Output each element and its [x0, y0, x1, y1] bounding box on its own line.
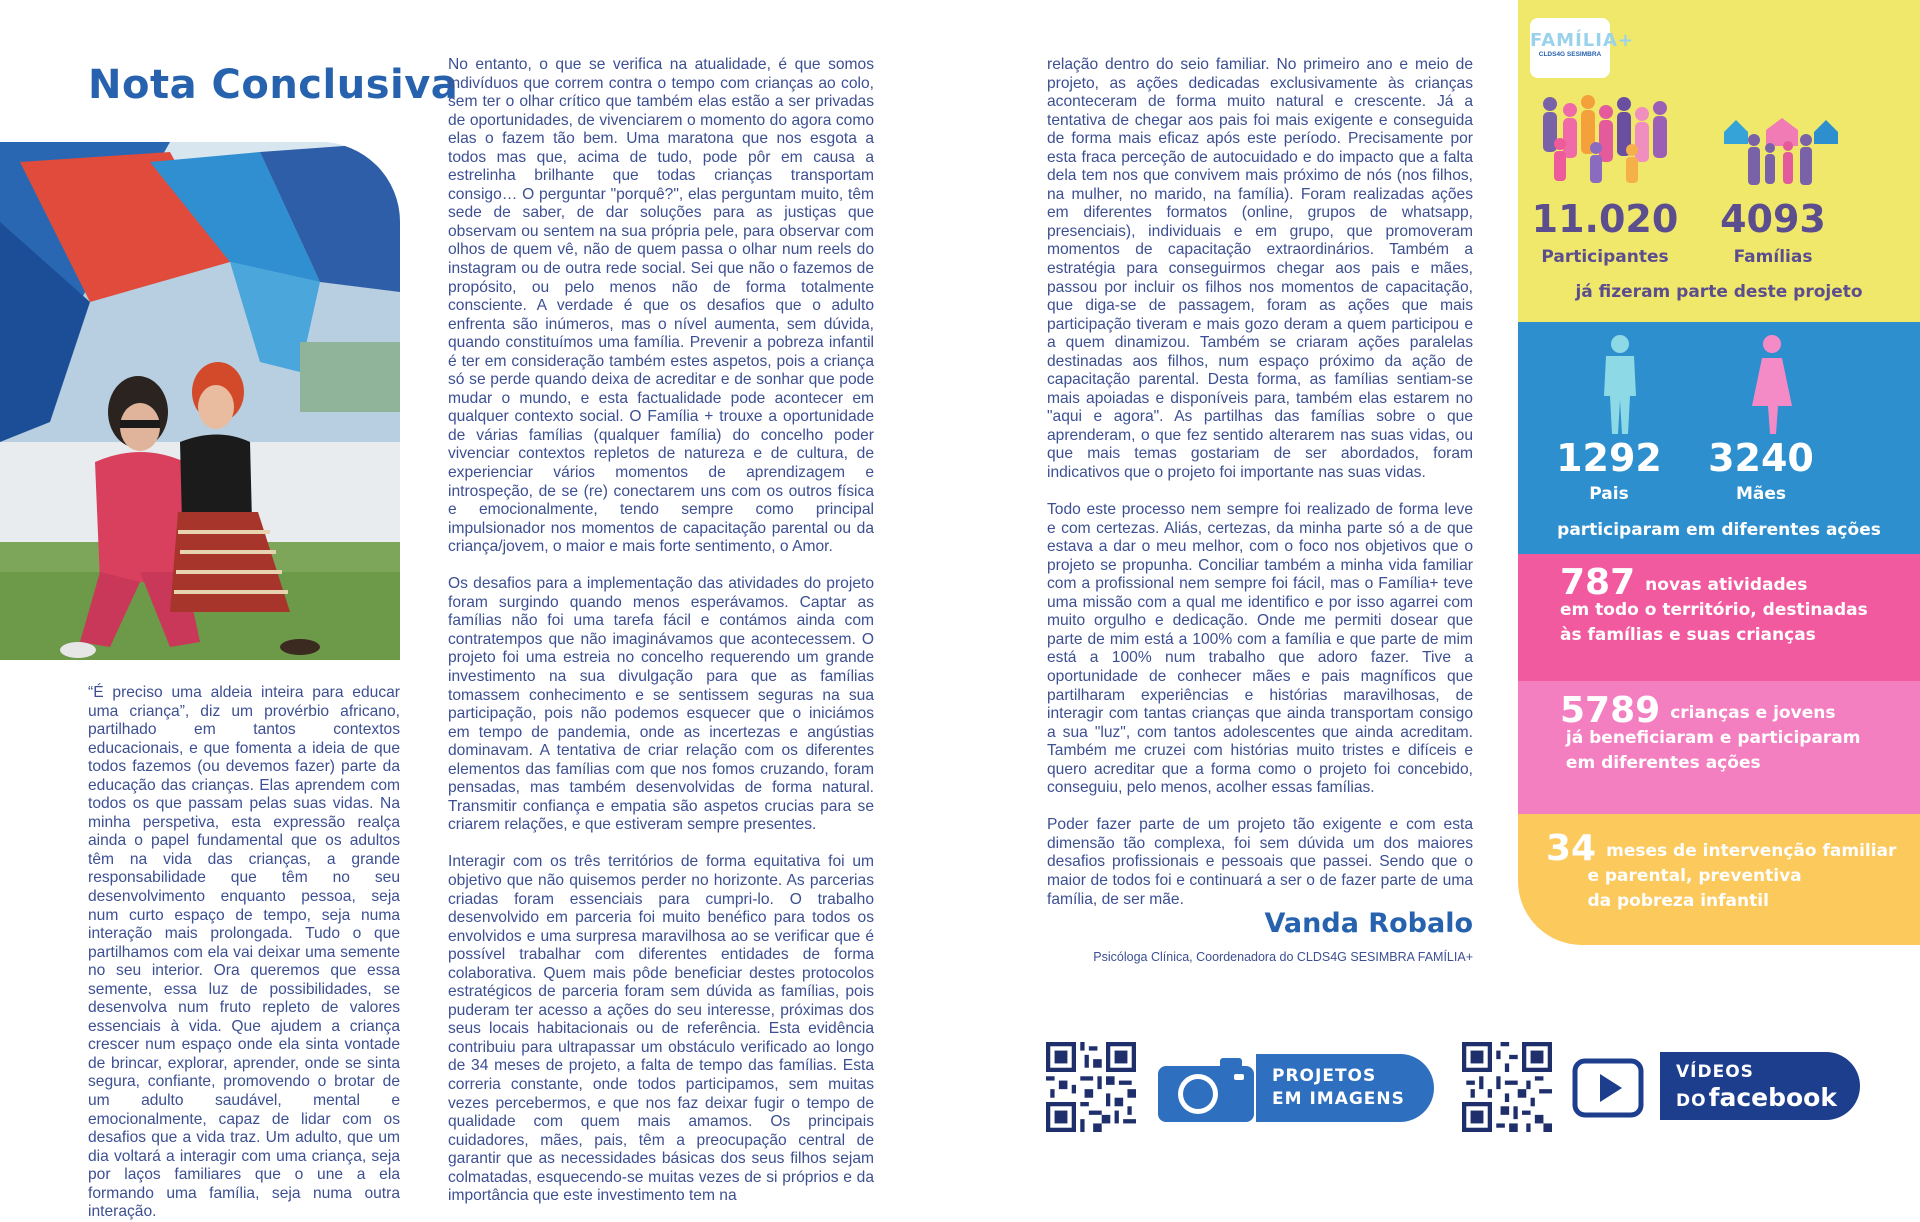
button-label-line2: EM IMAGENS	[1272, 1089, 1405, 1109]
participants-label: Participantes	[1541, 247, 1669, 267]
logo-subtext: CLDS4G SESIMBRA	[1538, 51, 1602, 58]
button-label-line2	[1676, 1083, 1860, 1116]
children-line1: crianças e jovens	[1670, 703, 1836, 723]
author-name: Vanda Robalo	[1264, 908, 1473, 939]
button-label-line1: PROJETOS	[1272, 1066, 1377, 1086]
families-label: Famílias	[1733, 247, 1813, 267]
activities-line2: em todo o território, destinadas	[1560, 600, 1868, 620]
paragraph: No entanto, o que se verifica na atualidade, é que somos indivíduos que correm contra o tempo com crianças ao colo, sem ter o olhar crítico que também elas estão a ser privadas de oportunidades, de vivenciarem o momento do agora como elas o fazem tão bem. Uma maratona que nos esgota a todos mas que, acima de tudo, pode pôr em causa a estrelinha brilhante que todas crianças transportam consigo… O perguntar "porquê?", elas perguntam muito, têm sede de saber, de dar soluções para as justiças que observam ou sentem na sua própria pele, para observar com olhos de quem vê, não de quem passa o olhar num reels do instagram ou de outra rede social. Sei que não o fazemos de propósito, ou pelo menos não de forma totalmente consciente. A verdade é que os desafios que o adulto enfrenta são inúmeros, mas o nível aumenta, sem dúvida, quando constituímos uma família. Prevenir a pobreza infantil é ter em consideração também estes aspetos, pois a criança só se perde quando deixa de acreditar e de sonhar que pode mudar o mundo, e esta factualidade pode acontecer em qualquer contexto social. O Família + trouxe a oportunidade de várias famílias (qualquer família) do concelho poder vivenciar contextos repletos de natureza e de cultura, de experienciar vários momentos de aprendizagem e introspeção, de se (re) conectarem uns com os outros física e emocionalmente, tendo sempre como principal impulsionador nos momentos de capacitação parental ou da criança/jovem, o maior e mais forte sentimento, o Amor.	[448, 56, 874, 556]
button-label-do: DO	[1676, 1091, 1707, 1111]
play-video-icon[interactable]	[1572, 1058, 1644, 1118]
camera-icon[interactable]	[1158, 1058, 1254, 1122]
activities-line1: novas atividades	[1645, 575, 1808, 595]
blue-caption: participaram em diferentes ações	[1557, 520, 1881, 540]
qr-code-videos[interactable]	[1462, 1042, 1552, 1132]
paragraph: Todo este processo nem sempre foi realizado de forma leve e com certezas. Aliás, certezas, da minha parte só a de que estava a dar o meu melhor, com o foco nos objetivos que o projeto se propunha. Conciliar também a minha vida familiar com a profissional nem sempre foi fácil, mas o Família+ teve uma missão com a qual me identifico e por isso agarrei com muito orgulho e dedicação. Onde me permiti dosear que parte de mim está a 100% com a família e que parte de mim está a 100% num trabalho que adoro fazer. Tive a oportunidade de conhecer mães e pais magníficos que partilharam experiências e histórias maravilhosas, de interagir com tantas crianças que ainda transportam consigo a sua "luz", com tantos adolescentes que ainda acreditam. Também me cruzei com histórias muito tristes e difíceis e quero acreditar que a forma como o projeto foi concebido, conseguiu, pelo menos, acolher essas famílias.	[1047, 501, 1473, 797]
children-line3: em diferentes ações	[1565, 753, 1761, 773]
participants-value: 11.020	[1531, 197, 1679, 241]
activities-line3: às famílias e suas crianças	[1560, 625, 1816, 645]
logo-text: FAMÍLIA+	[1530, 30, 1634, 51]
activities-stat	[1560, 562, 1868, 648]
qr-code-images[interactable]	[1046, 1042, 1136, 1132]
page-title: Nota Conclusiva	[88, 62, 459, 108]
father-icon	[1596, 334, 1644, 438]
months-line1: meses de intervenção familiar	[1606, 841, 1897, 861]
facebook-videos-button[interactable]	[1660, 1052, 1860, 1120]
months-line3: da pobreza infantil	[1587, 891, 1769, 911]
text-column-2	[448, 56, 874, 1222]
paragraph: relação dentro do seio familiar. No primeiro ano e meio de projeto, as ações dedicadas exclusivamente às crianças aconteceram de forma muito natural e crescente. Já a tentativa de chegar aos pais foi mais exigente e conseguida de forma mais eficaz após este período. Precisamente por esta fraca perceção de autocuidado e do impacto que a falta dela tem nos que convivem mais próximo de nós (nos filhos, na mulher, no marido, na família). Foram realizadas ações em diferentes formatos (online, grupos de whatsapp, presenciais), individuais e em grupo, que promoveram momentos de capacitação extraordinários. Também a estratégia para conseguirmos chegar aos pais e mães, passou por incluir os filhos nos momentos de capacitação, que diga-se de passagem, foram as ações que mais participação tiveram e mais gozo deram a quem participou e a quem dinamizou. Também se criaram ações paralelas destinadas aos filhos, num espaço próximo da ação de capacitação parental. Desta forma, as famílias sentiam-se mais apoiadas e disponíveis para, também elas estarem no "aqui e agora". As partilhas das famílias sobre o que aprenderam, o que fez sentido alterarem nas suas vidas, ou que mais temas gostariam de ser abordados, foram indicativos que o projeto foi importante nas suas vidas.	[1047, 56, 1473, 482]
activities-value: 787	[1560, 562, 1636, 603]
mother-icon	[1748, 334, 1796, 438]
months-line2: e parental, preventiva	[1587, 866, 1802, 886]
mothers-label: Mães	[1735, 484, 1787, 504]
paragraph: Os desafios para a implementação das atividades do projeto foram surgindo quando menos esperávamos. Captar as famílias não foi uma tarefa fácil e contámos ainda com contratempos que não imaginávamos que acontecessem. O projeto foi uma estreia no concelho requerendo um grande investimento na sua divulgação para que as famílias tomassem conhecimento e se sentissem seguras na sua participação, pois não podemos esquecer que o iniciámos em tempo de pandemia, onde as incertezas e angústias dominavam. A tentativa de criar relação com os diferentes elementos das famílias com que nos fomos cruzando, foram pensadas, mas também desenvolvidas de forma natural. Transmitir confiança e empatia são aspetos crucias para se criarem relações, e que estiveram sempre presentes.	[448, 575, 874, 834]
mothers-value: 3240	[1708, 436, 1814, 480]
children-stat	[1560, 690, 1861, 776]
author-role: Psicóloga Clínica, Coordenadora do CLDS4G SESIMBRA FAMÍLIA+	[1093, 950, 1473, 964]
yellow-caption: já fizeram parte deste projeto	[1575, 282, 1863, 302]
button-label-brand: facebook	[1708, 1083, 1837, 1112]
fathers-value: 1292	[1556, 436, 1662, 480]
months-stat	[1546, 828, 1897, 914]
paragraph: Interagir com os três territórios de forma equitativa foi um objetivo que não quisemos perder no horizonte. As parcerias criadas foram essenciais para cumpri-lo. O trabalho desenvolvido em parceria foi muito benéfico para todos os envolvidos e uma surpresa maravilhosa ao se verificar que é possível trabalhar com diferentes entidades de forma colaborativa. Quem mais pôde beneficiar destes protocolos estratégicos de parceria foram sem dúvida as famílias, pois puderam ter acesso a ações do seu interesse, próximas dos seus locais habitacionais ou de referência. Esta evidência contribuiu para ultrapassar um obstáculo verificado ao longo de 34 meses de projeto, a falta de tempo das famílias. Esta correria constante, onde todos participamos, sem muitas vezes percebermos, e que nos faz deixar fugir o tempo de qualidade com quem mais amamos. Os principais cuidadores, mães, pais, têm a preocupação central de garantir que as necessidades básicas dos seus filhos sejam colmatadas, esquecendo-se muitas vezes de si próprios e da importância que este investimento tem na	[448, 853, 874, 1205]
familia-plus-logo	[1530, 18, 1634, 78]
paragraph: “É preciso uma aldeia inteira para educar uma criança”, diz um provérbio africano, partilhado em tantos contextos educacionais, e que fomenta a ideia de que todos fazemos (ou devemos fazer) parte da educação das crianças. Elas aprendem com todos os que passam pelas suas vidas. Na minha perspetiva, esta expressão realça ainda o papel fundamental que os adultos têm na vida das crianças, a grande responsabilidade que têm no seu desenvolvimento enquanto pessoa, seja num curto espaço de tempo, seja numa interação mais prolongada. Tudo o que partilhamos com ela vai deixar uma semente no seu interior. Ora queremos que essa semente, essa luz de possibilidades, se desenvolva num fruto repleto de valores essenciais à vida. Que ajudem a criança crescer num espaço onde ela sinta vontade de brincar, explorar, aprender, onde se sinta segura, confiante, promovendo o brotar de um adulto saudável, mental e emocionalmente, capaz de lidar com os desafios que a vida traz. Um adulto, que um dia voltará a interagir com uma criança, seja por laços familiares que o une a ela formando uma família, seja numa outra interação.	[88, 684, 400, 1221]
projects-in-images-button[interactable]	[1256, 1054, 1434, 1122]
children-line2: já beneficiaram e participaram	[1565, 728, 1861, 748]
months-value: 34	[1546, 828, 1597, 869]
text-column-3	[1047, 56, 1473, 928]
families-value: 4093	[1720, 197, 1826, 241]
paragraph: Poder fazer parte de um projeto tão exigente e com esta dimensão tão complexa, foi sem dúvida um dos maiores desafios profissionais e pessoais que passei. Sendo que o maior de todos foi e continuará a ser o de fazer parte de uma família, de ser mãe.	[1047, 816, 1473, 908]
text-column-1	[88, 684, 400, 1222]
families-icon	[1724, 118, 1840, 188]
children-value: 5789	[1560, 690, 1661, 731]
button-label-line1: VÍDEOS	[1676, 1062, 1754, 1082]
fathers-label: Pais	[1589, 484, 1629, 504]
crowd-icon	[1536, 92, 1676, 184]
event-photo	[0, 142, 400, 660]
